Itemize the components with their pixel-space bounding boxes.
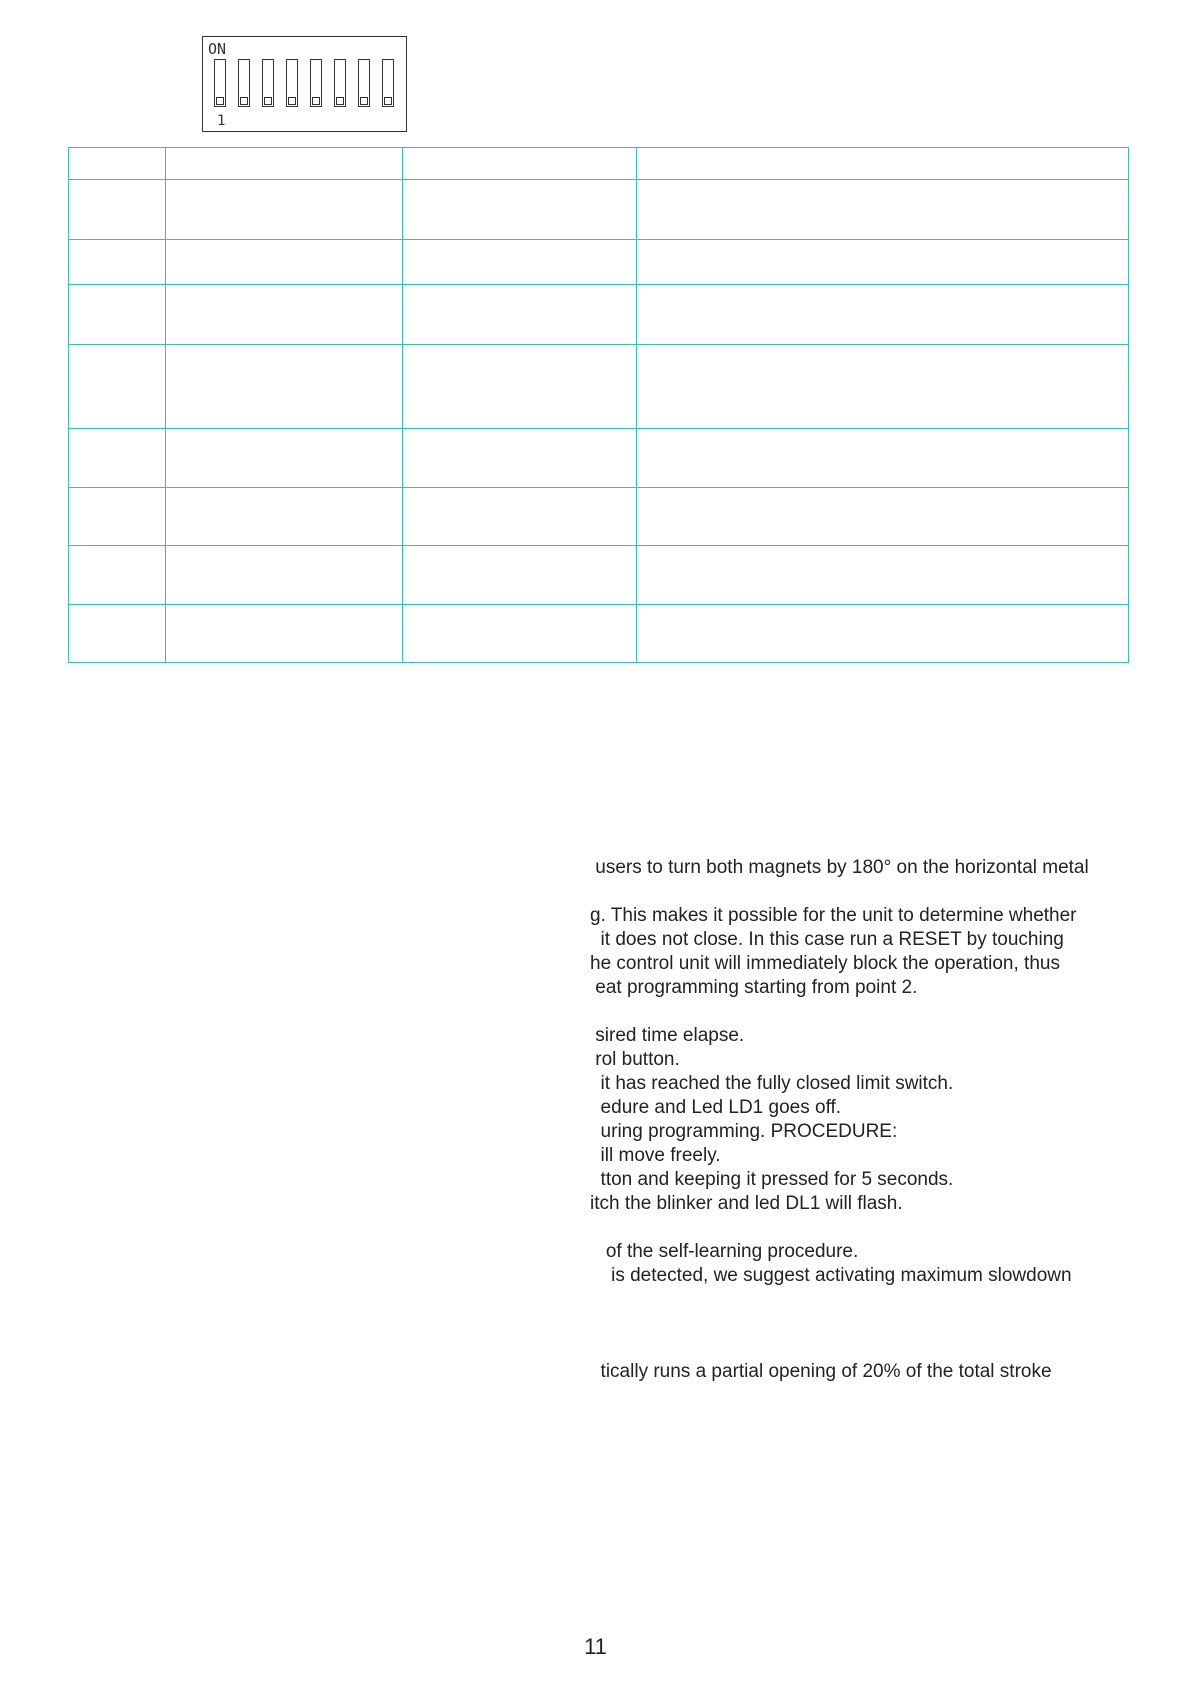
dip-knob xyxy=(336,97,344,105)
text-line: it has reached the fully closed limit switch. xyxy=(590,1073,954,1094)
table-cell xyxy=(166,285,403,345)
text-line: edure and Led LD1 goes off. xyxy=(590,1097,842,1118)
table-cell xyxy=(166,546,403,605)
table-cell xyxy=(403,240,637,285)
table-row xyxy=(69,605,1129,663)
table-cell xyxy=(637,429,1129,488)
table-cell xyxy=(403,605,637,663)
table-cell xyxy=(637,180,1129,240)
table-cell xyxy=(403,345,637,429)
text-line: users to turn both magnets by 180° on the horizontal metal xyxy=(590,857,1089,878)
dip-knob xyxy=(264,97,272,105)
dip-switch-2 xyxy=(238,59,250,107)
text-line xyxy=(590,1312,1150,1336)
table-cell xyxy=(166,488,403,546)
table-row xyxy=(69,488,1129,546)
table-cell xyxy=(637,605,1129,663)
table-cell xyxy=(637,285,1129,345)
table-cell xyxy=(69,148,166,180)
text-line xyxy=(590,880,1150,904)
table-cell xyxy=(403,546,637,605)
dip-switch-5 xyxy=(310,59,322,107)
table-cell xyxy=(69,488,166,546)
text-line: is detected, we suggest activating maximum slowdown xyxy=(590,1265,1072,1286)
dip-knob xyxy=(360,97,368,105)
table-cell xyxy=(637,345,1129,429)
dip-number-label: 1 xyxy=(217,113,226,129)
table-cell xyxy=(166,240,403,285)
table-row xyxy=(69,148,1129,180)
dip-switch-3 xyxy=(262,59,274,107)
table-row xyxy=(69,180,1129,240)
table-cell xyxy=(403,148,637,180)
table-cell xyxy=(69,429,166,488)
table-cell xyxy=(166,429,403,488)
dip-settings-table xyxy=(68,147,1129,663)
text-line: eat programming starting from point 2. xyxy=(590,977,918,998)
table-cell xyxy=(69,345,166,429)
table-cell xyxy=(403,180,637,240)
text-line: tically runs a partial opening of 20% of the total stroke xyxy=(590,1361,1052,1382)
dip-switch-diagram xyxy=(202,36,407,132)
table-cell xyxy=(637,148,1129,180)
text-line: of the self-learning procedure. xyxy=(590,1241,859,1262)
text-line: uring programming. PROCEDURE: xyxy=(590,1121,898,1142)
table-cell xyxy=(166,148,403,180)
text-line: rol button. xyxy=(590,1049,680,1070)
text-line: g. This makes it possible for the unit to determine whether xyxy=(590,905,1077,926)
dip-knob xyxy=(240,97,248,105)
dip-switch-4 xyxy=(286,59,298,107)
text-line: tton and keeping it pressed for 5 seconds. xyxy=(590,1169,954,1190)
table-cell xyxy=(69,605,166,663)
table-row xyxy=(69,345,1129,429)
table-cell xyxy=(637,546,1129,605)
text-line xyxy=(590,1000,1150,1024)
dip-knob xyxy=(384,97,392,105)
text-line xyxy=(590,1336,1150,1360)
table-row xyxy=(69,429,1129,488)
table-row xyxy=(69,546,1129,605)
table-cell xyxy=(637,240,1129,285)
instruction-text xyxy=(590,856,1150,1384)
text-line: it does not close. In this case run a RESET by touching xyxy=(590,929,1064,950)
table-row xyxy=(69,285,1129,345)
dip-knob xyxy=(288,97,296,105)
table-cell xyxy=(637,488,1129,546)
dip-switch-7 xyxy=(358,59,370,107)
dip-switch-6 xyxy=(334,59,346,107)
text-line: itch the blinker and led DL1 will flash. xyxy=(590,1193,903,1214)
table-cell xyxy=(166,180,403,240)
table-cell xyxy=(69,180,166,240)
dip-on-label: ON xyxy=(208,40,227,58)
table-cell xyxy=(403,488,637,546)
text-line xyxy=(590,1216,1150,1240)
text-line xyxy=(590,1288,1150,1312)
table-cell xyxy=(69,240,166,285)
table-cell xyxy=(69,546,166,605)
text-line: sired time elapse. xyxy=(590,1025,745,1046)
dip-switch-8 xyxy=(382,59,394,107)
table-cell xyxy=(403,429,637,488)
dip-knob xyxy=(216,97,224,105)
table-row xyxy=(69,240,1129,285)
text-line: ill move freely. xyxy=(590,1145,721,1166)
table-cell xyxy=(403,285,637,345)
dip-knob xyxy=(312,97,320,105)
dip-switch-1 xyxy=(214,59,226,107)
table-cell xyxy=(166,345,403,429)
table-cell xyxy=(69,285,166,345)
text-line: he control unit will immediately block the operation, thus xyxy=(590,953,1060,974)
page-number: 11 xyxy=(584,1634,607,1659)
table-cell xyxy=(166,605,403,663)
